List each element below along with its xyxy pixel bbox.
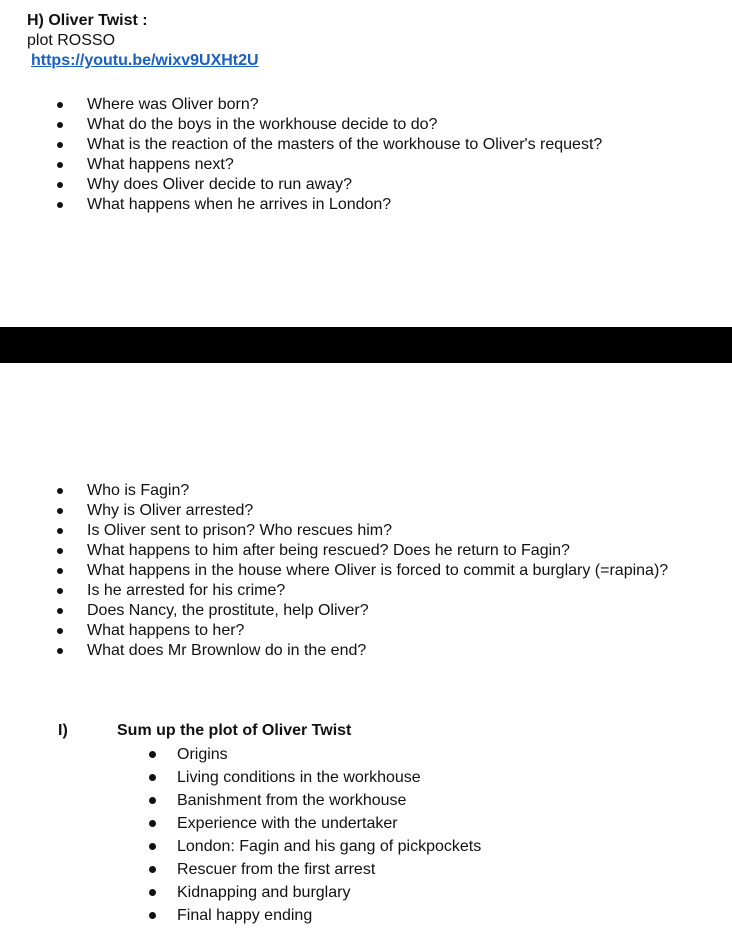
bullet-icon xyxy=(149,843,156,850)
bullet-icon xyxy=(57,122,63,128)
bullet-icon xyxy=(57,608,63,614)
bullet-icon xyxy=(149,751,156,758)
questions-list-2 xyxy=(27,481,668,661)
section-h-title: H) Oliver Twist : xyxy=(27,12,148,29)
question-text: What does Mr Brownlow do in the end? xyxy=(87,642,367,659)
list-item xyxy=(27,521,668,541)
bullet-icon xyxy=(57,568,63,574)
list-item xyxy=(27,175,602,195)
topic-text: Kidnapping and burglary xyxy=(177,884,351,901)
question-text: What happens in the house where Oliver is forced to commit a burglary (=rapina)? xyxy=(87,562,669,579)
topic-text: Banishment from the workhouse xyxy=(177,792,407,809)
topic-text: London: Fagin and his gang of pickpockets xyxy=(177,838,482,855)
question-text: Is he arrested for his crime? xyxy=(87,582,286,599)
bullet-icon xyxy=(57,548,63,554)
bullet-icon xyxy=(57,628,63,634)
question-text: Is Oliver sent to prison? Who rescues him? xyxy=(87,522,393,539)
list-item xyxy=(27,195,602,215)
bullet-icon xyxy=(57,648,63,654)
list-item xyxy=(27,541,668,561)
section-h-subtitle: plot ROSSO xyxy=(27,32,116,49)
list-item xyxy=(117,789,481,812)
bullet-icon xyxy=(57,528,63,534)
list-item xyxy=(27,641,668,661)
question-text: What happens to him after being rescued? Does he return to Fagin? xyxy=(87,542,570,559)
topic-text: Living conditions in the workhouse xyxy=(177,769,421,786)
bullet-icon xyxy=(57,202,63,208)
list-item xyxy=(117,881,481,904)
plot-topics-list xyxy=(117,743,481,927)
question-text: Does Nancy, the prostitute, help Oliver? xyxy=(87,602,369,619)
video-link[interactable]: https://youtu.be/wixv9UXHt2U xyxy=(31,52,259,69)
list-item xyxy=(27,115,602,135)
list-item xyxy=(117,812,481,835)
question-text: Where was Oliver born? xyxy=(87,96,259,113)
list-item xyxy=(117,858,481,881)
list-item xyxy=(117,835,481,858)
list-item xyxy=(27,621,668,641)
list-item xyxy=(27,155,602,175)
list-item xyxy=(27,601,668,621)
question-text: Who is Fagin? xyxy=(87,482,190,499)
bullet-icon xyxy=(149,866,156,873)
section-i-title: Sum up the plot of Oliver Twist xyxy=(117,722,352,739)
bullet-icon xyxy=(149,774,156,781)
question-text: What happens to her? xyxy=(87,622,245,639)
list-item xyxy=(27,481,668,501)
page-divider-bar xyxy=(0,327,732,363)
list-item xyxy=(27,501,668,521)
bullet-icon xyxy=(57,488,63,494)
bullet-icon xyxy=(149,912,156,919)
list-item xyxy=(27,135,602,155)
bullet-icon xyxy=(149,797,156,804)
bullet-icon xyxy=(57,162,63,168)
bullet-icon xyxy=(57,102,63,108)
question-text: What is the reaction of the masters of the workhouse to Oliver's request? xyxy=(87,136,603,153)
bullet-icon xyxy=(57,142,63,148)
list-item xyxy=(117,766,481,789)
list-item xyxy=(27,581,668,601)
bullet-icon xyxy=(149,820,156,827)
question-text: Why is Oliver arrested? xyxy=(87,502,254,519)
list-item xyxy=(27,561,668,581)
list-item xyxy=(27,95,602,115)
list-item xyxy=(117,743,481,766)
questions-list-1 xyxy=(27,95,602,215)
section-i-label: I) xyxy=(58,722,68,739)
bullet-icon xyxy=(57,588,63,594)
topic-text: Rescuer from the first arrest xyxy=(177,861,376,878)
question-text: What happens when he arrives in London? xyxy=(87,196,392,213)
bullet-icon xyxy=(57,508,63,514)
question-text: Why does Oliver decide to run away? xyxy=(87,176,353,193)
topic-text: Final happy ending xyxy=(177,907,313,924)
question-text: What happens next? xyxy=(87,156,234,173)
topic-text: Experience with the undertaker xyxy=(177,815,398,832)
bullet-icon xyxy=(57,182,63,188)
list-item xyxy=(117,904,481,927)
question-text: What do the boys in the workhouse decide to do? xyxy=(87,116,438,133)
topic-text: Origins xyxy=(177,746,228,763)
bullet-icon xyxy=(149,889,156,896)
section-h xyxy=(27,11,722,71)
